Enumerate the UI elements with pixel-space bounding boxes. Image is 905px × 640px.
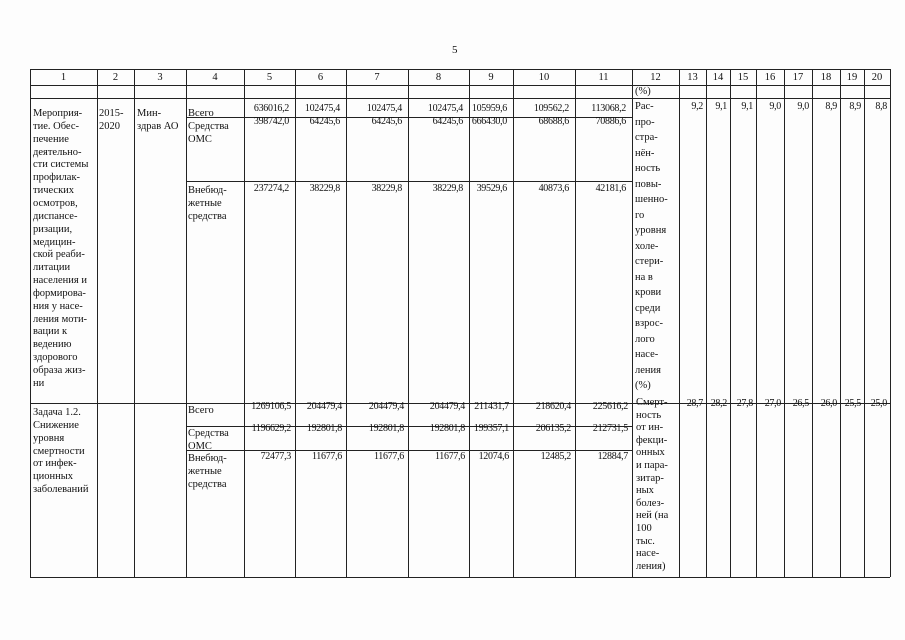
- indicator-line: го: [635, 209, 645, 221]
- indicator-line: от ин-: [636, 422, 664, 434]
- indicator-line: нён-: [635, 147, 655, 159]
- funding-value: 218620,4: [535, 401, 571, 412]
- measure-name-line: литации: [33, 262, 71, 274]
- target-value: 26,5: [792, 398, 809, 409]
- funding-source-label: Средства: [188, 121, 229, 132]
- indicator-line: (%): [635, 380, 651, 391]
- column-header-1: 1: [60, 72, 67, 83]
- column-header-15: 15: [737, 72, 749, 83]
- task-name-line: ционных: [33, 471, 74, 483]
- funding-source-label: жетные: [188, 197, 222, 209]
- table-v-rule: [840, 69, 841, 577]
- funding-value: 11677,6: [311, 451, 342, 462]
- funding-value: 40873,6: [538, 183, 569, 194]
- indicator-line: стери-: [635, 256, 664, 267]
- column-header-11: 11: [598, 72, 609, 83]
- funding-value: 211431,7: [474, 401, 509, 412]
- table-v-rule: [679, 69, 680, 577]
- funding-value: 102475,4: [427, 103, 463, 114]
- column-header-2: 2: [112, 72, 119, 83]
- funding-value: 1269106,5: [251, 401, 291, 412]
- funding-source-label: Внебюд-: [188, 453, 227, 464]
- indicator-line: и пара-: [636, 460, 668, 471]
- indicator-line: ления): [636, 560, 666, 572]
- target-value: 25,0: [870, 398, 887, 409]
- target-value: 28,2: [710, 398, 727, 409]
- column-header-20: 20: [871, 72, 883, 83]
- task-name-line: Снижение: [33, 419, 79, 431]
- funding-source-label: Внебюд-: [188, 185, 227, 196]
- task-name-line: Задача 1.2.: [33, 407, 81, 418]
- funding-value: 38229,8: [432, 183, 463, 194]
- measure-name-line: ния у насе-: [33, 300, 83, 312]
- target-value: 9,0: [797, 101, 809, 112]
- funding-value: 192801,8: [306, 423, 342, 434]
- indicator-line: зитар-: [636, 472, 664, 484]
- table-h-rule: [30, 85, 890, 86]
- target-value: 9,2: [691, 101, 703, 112]
- table-v-rule: [30, 69, 31, 577]
- target-value: 9,0: [769, 101, 781, 112]
- indicator-line: повы-: [635, 178, 662, 190]
- funding-value: 68688,6: [538, 116, 569, 127]
- funding-value: 70886,6: [595, 116, 626, 127]
- funding-source-label: Всего: [188, 108, 214, 119]
- target-value: 25,5: [844, 398, 861, 409]
- funding-value: 72477,3: [260, 451, 291, 462]
- measure-name-line: ведению: [33, 339, 72, 351]
- task-name-line: смертности: [33, 445, 85, 457]
- measure-name-line: Мероприя-: [33, 108, 83, 119]
- measure-name-line: тических: [33, 185, 75, 197]
- table-v-rule: [346, 69, 347, 577]
- column-header-14: 14: [712, 72, 724, 83]
- indicator-line: среди: [635, 302, 661, 314]
- indicator-line: насе-: [635, 349, 659, 360]
- years-line: 2020: [99, 120, 120, 132]
- indicator-line: лого: [635, 333, 655, 345]
- indicator-line: ней (на: [636, 510, 669, 522]
- measure-name-line: деятельно-: [33, 146, 82, 158]
- funding-value: 38229,8: [309, 183, 340, 194]
- funding-value: 206135,2: [535, 423, 571, 434]
- column-header-4: 4: [212, 72, 218, 83]
- column-header-7: 7: [374, 72, 380, 83]
- measure-name-line: профилак-: [33, 172, 81, 184]
- funding-value: 64245,6: [432, 116, 463, 127]
- indicator-line: насе-: [636, 548, 660, 560]
- measure-name-line: формирова-: [33, 287, 86, 299]
- measure-name-line: печение: [33, 133, 69, 145]
- funding-value: 12884,7: [597, 451, 628, 462]
- column-header-9: 9: [488, 72, 494, 83]
- table-h-rule: [30, 69, 890, 70]
- funding-value: 39529,6: [476, 183, 507, 194]
- task-name-line: от инфек-: [33, 458, 77, 470]
- executor-line: здрав АО: [137, 120, 179, 132]
- target-value: 8,8: [875, 101, 887, 112]
- measure-name-line: медицин-: [33, 236, 76, 248]
- column-header-10: 10: [538, 72, 550, 83]
- funding-source-label: Всего: [188, 405, 214, 416]
- funding-value: 11677,6: [373, 451, 404, 462]
- table-v-rule: [186, 69, 187, 577]
- table-h-rule: [186, 181, 632, 182]
- table-h-rule: [30, 577, 890, 578]
- page-number: 5: [452, 44, 458, 56]
- table-v-rule: [632, 69, 633, 577]
- funding-source-label: средства: [188, 478, 227, 490]
- table-v-rule: [812, 69, 813, 577]
- funding-value: 204479,4: [429, 401, 465, 412]
- indicator-line: стра-: [635, 132, 658, 143]
- column-header-19: 19: [846, 72, 858, 83]
- funding-value: 192801,8: [368, 423, 404, 434]
- column-header-6: 6: [317, 72, 324, 83]
- table-v-rule: [244, 69, 245, 577]
- indicator-line: тыс.: [636, 535, 655, 547]
- funding-value: 109562,2: [533, 103, 569, 114]
- indicator-line: ления: [635, 364, 661, 376]
- indicator-line: про-: [635, 116, 655, 128]
- funding-value: 64245,6: [371, 116, 402, 127]
- table-v-rule: [784, 69, 785, 577]
- funding-value: 42181,6: [595, 183, 626, 194]
- measure-name-line: образа жиз-: [33, 365, 86, 376]
- target-value: 9,1: [741, 101, 753, 112]
- column-header-17: 17: [792, 72, 804, 83]
- column-header-3: 3: [157, 72, 163, 83]
- measure-name-line: тие. Обес-: [33, 120, 79, 132]
- column-header-5: 5: [266, 72, 273, 83]
- indicator-line: болез-: [636, 497, 665, 509]
- indicator-line: 100: [636, 523, 652, 534]
- target-value: 26,0: [820, 398, 837, 409]
- indicator-line: крови: [635, 287, 662, 298]
- target-value: 9,1: [715, 101, 727, 112]
- indicator-line: ность: [635, 163, 661, 174]
- target-value: 27,8: [736, 398, 753, 409]
- funding-source-label: Средства: [188, 428, 229, 439]
- indicator-line: Смерт-: [636, 397, 668, 408]
- funding-value: 636016,2: [253, 103, 289, 114]
- indicator-line: Рас-: [635, 101, 654, 112]
- indicator-line: шенно-: [635, 194, 668, 205]
- table-v-rule: [730, 69, 731, 577]
- table-v-rule: [513, 69, 514, 577]
- funding-source-label: средства: [188, 210, 227, 222]
- indicator-line: ность: [636, 409, 662, 421]
- task-name-line: заболеваний: [33, 484, 89, 496]
- funding-value: 204479,4: [306, 401, 342, 412]
- measure-name-line: здорового: [33, 352, 78, 364]
- funding-value: 237274,2: [253, 183, 289, 194]
- table-v-rule: [97, 69, 98, 577]
- target-value: 27,0: [764, 398, 781, 409]
- table-v-rule: [864, 69, 865, 577]
- indicator-line: холе-: [635, 240, 659, 252]
- target-value: 8,9: [849, 101, 861, 112]
- funding-source-label: жетные: [188, 465, 222, 477]
- column-header-18: 18: [820, 72, 832, 83]
- indicator-line: уровня: [635, 225, 667, 236]
- measure-name-line: ской реаби-: [33, 249, 85, 261]
- funding-source-label: ОМС: [188, 133, 212, 145]
- column-header-13: 13: [687, 72, 698, 83]
- column-header-12: 12: [650, 72, 661, 83]
- indicator-unit-header: (%): [635, 86, 651, 97]
- table-h-rule: [30, 98, 890, 99]
- funding-value: 11677,6: [434, 451, 465, 462]
- funding-value: 192801,8: [429, 423, 465, 434]
- funding-value: 666430,0: [471, 116, 507, 127]
- indicator-line: взрос-: [635, 318, 664, 329]
- funding-value: 199357,1: [473, 423, 509, 434]
- target-value: 8,9: [825, 101, 837, 112]
- measure-name-line: ления моти-: [33, 313, 88, 325]
- table-v-rule: [469, 69, 470, 577]
- funding-value: 64245,6: [309, 116, 340, 127]
- indicator-line: ных: [636, 485, 654, 497]
- funding-value: 12074,6: [478, 451, 509, 462]
- indicator-line: на в: [635, 271, 653, 283]
- funding-value: 225616,2: [592, 401, 628, 412]
- measure-name-line: сти системы: [33, 159, 89, 171]
- measure-name-line: населения и: [33, 275, 87, 287]
- measure-name-line: осмотров,: [33, 197, 78, 209]
- funding-value: 212731,5: [592, 423, 628, 434]
- table-v-rule: [575, 69, 576, 577]
- indicator-line: онных: [636, 447, 665, 459]
- funding-value: 12485,2: [540, 451, 571, 462]
- measure-name-line: вации к: [33, 326, 68, 338]
- funding-value: 204479,4: [368, 401, 404, 412]
- table-v-rule: [706, 69, 707, 577]
- funding-value: 1196629,2: [251, 423, 291, 434]
- funding-value: 105959,6: [471, 103, 507, 114]
- target-value: 28,7: [686, 398, 703, 409]
- funding-source-label: ОМС: [188, 440, 212, 452]
- table-v-rule: [408, 69, 409, 577]
- executor-line: Мин-: [137, 108, 162, 119]
- table-v-rule: [134, 69, 135, 577]
- funding-value: 113068,2: [591, 103, 626, 114]
- funding-value: 102475,4: [366, 103, 402, 114]
- measure-name-line: ни: [33, 377, 45, 389]
- funding-value: 38229,8: [371, 183, 402, 194]
- measure-name-line: диспансе-: [33, 210, 78, 222]
- indicator-line: фекци-: [636, 434, 668, 446]
- column-header-16: 16: [764, 72, 776, 83]
- table-v-rule: [756, 69, 757, 577]
- measure-name-line: ризации,: [33, 223, 73, 235]
- table-v-rule: [890, 69, 891, 577]
- funding-value: 398742,0: [253, 116, 289, 127]
- funding-value: 102475,4: [304, 103, 340, 114]
- task-name-line: уровня: [33, 432, 65, 444]
- table-v-rule: [295, 69, 296, 577]
- column-header-8: 8: [435, 72, 442, 83]
- years-line: 2015-: [99, 108, 124, 119]
